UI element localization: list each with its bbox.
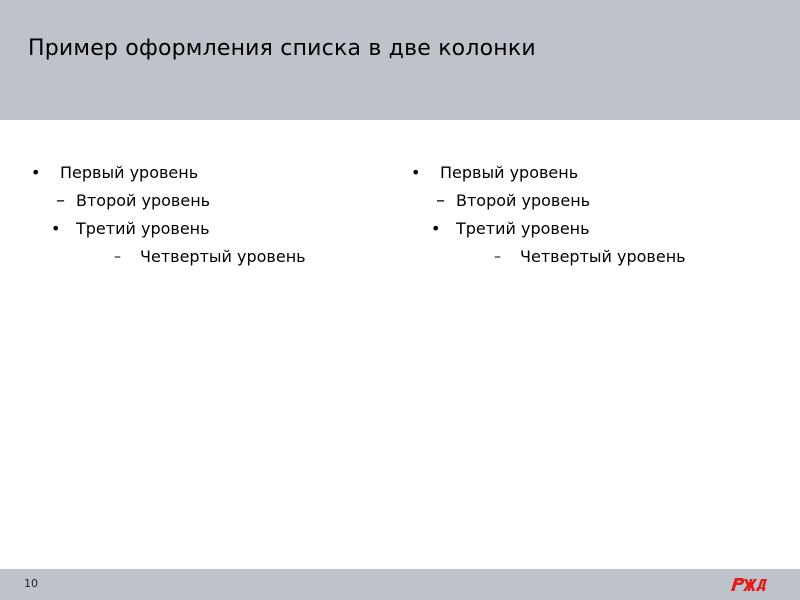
list-item-level-1 — [30, 161, 390, 189]
list-column-right — [410, 161, 770, 273]
page-number: 10 — [24, 577, 38, 590]
bullet-marker: • — [431, 219, 441, 238]
slide-header — [0, 0, 800, 120]
rzd-logo-icon — [728, 575, 768, 593]
slide-footer — [0, 569, 800, 600]
bullet-marker: • — [51, 219, 61, 238]
list-item-label: Третий уровень — [456, 219, 590, 238]
list-item-level-4 — [30, 245, 390, 273]
list-item-level-2 — [410, 189, 770, 217]
list-item-label: Первый уровень — [60, 163, 199, 182]
list-item-label: Четвертый уровень — [140, 247, 306, 266]
dash-marker: – — [114, 249, 121, 265]
dash-marker: – — [494, 249, 501, 265]
slide-title: Пример оформления списка в две колонки — [28, 36, 536, 61]
dash-marker: – — [436, 190, 445, 211]
bullet-marker: • — [411, 163, 421, 182]
list-item-label: Второй уровень — [456, 191, 591, 210]
list-item-level-4 — [410, 245, 770, 273]
list-item-label: Второй уровень — [76, 191, 211, 210]
list-item-level-1 — [410, 161, 770, 189]
list-item-level-3 — [410, 217, 770, 245]
dash-marker: – — [56, 190, 65, 211]
list-item-level-3 — [30, 217, 390, 245]
list-item-label: Третий уровень — [76, 219, 210, 238]
list-item-label: Четвертый уровень — [520, 247, 686, 266]
bullet-marker: • — [31, 163, 41, 182]
list-item-label: Первый уровень — [440, 163, 579, 182]
list-column-left — [30, 161, 390, 273]
list-item-level-2 — [30, 189, 390, 217]
